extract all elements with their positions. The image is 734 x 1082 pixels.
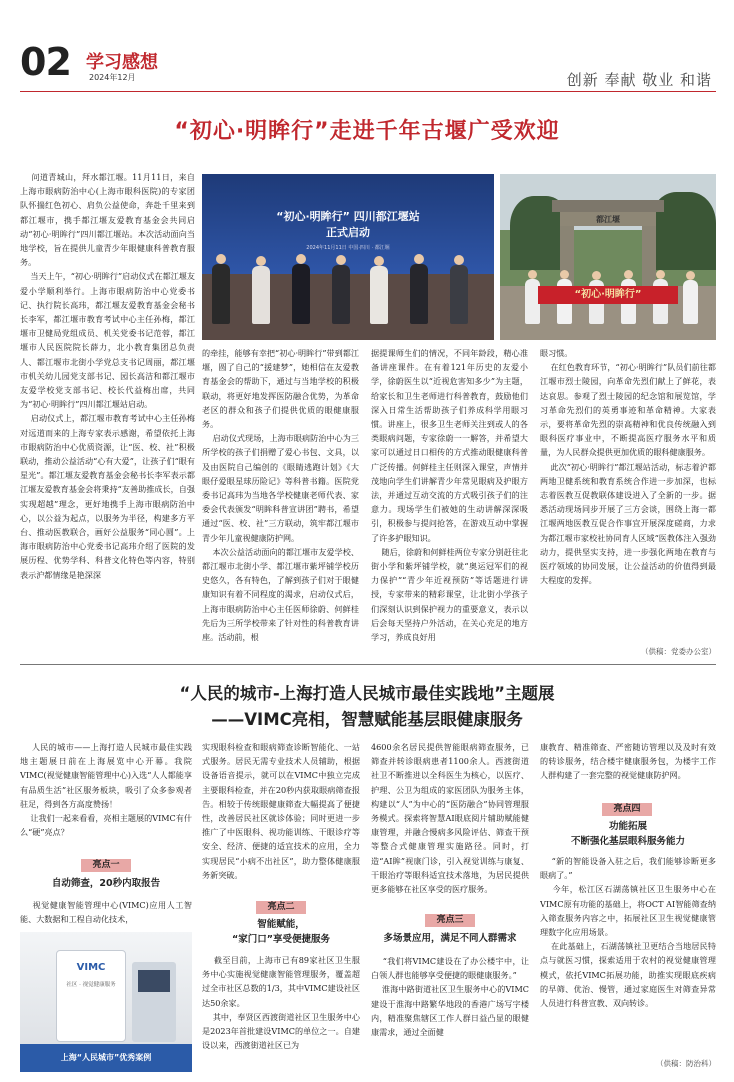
highlight-3-tag: 亮点三 (425, 914, 475, 927)
photo-banner: “初心·明眸行” (538, 286, 678, 304)
ceremony-photo (202, 174, 494, 340)
highlight-1-tag: 亮点一 (81, 859, 131, 872)
article1-column-2: 的牵挂，能够有幸把“初心·明眸行”带到都江堰，圆了自己的“援建梦”，她相信在友爱教育基金会的帮助下，通过与当地学校的积极联动，将更好地发挥医防融合优势，为革命老区的群众和孩子们提供优质的眼健康服务。 启动仪式现场，上海市眼病防治中心为三所学校的孩子们捐赠了爱心书包、文具，以及由医院自己编创的《眼睛逃跑计划》《大眼仔爱眼星球历险记》等科普书籍。医院党委书记高玮为当地各学校健康老师代表、家委会代表颁发“明眸科普宣讲团”聘书，希望通过“医、校、社”三方联动，筑牢都江堰市青少年儿童视健康防护网。 本次公益活动面向的都江堰市友爱学校、都江堰市北街小学、都江堰市紫坪铺学校历史悠久，各有特色，了解到孩子们对于眼健康知识有着不同程度的渴求，启动仪式后，上海市眼病防治中心主任医师徐蔚、何鲜桂先后为三所学校带来了针对性的科普教育讲座。活动前，根 (202, 348, 359, 643)
section-title: 学习感想 (86, 52, 158, 73)
highlight-4-title: 功能拓展 不断强化基层眼科服务能力 (570, 821, 685, 847)
header-rule (20, 91, 716, 92)
screen-title: “初心·明眸行” 四川都江堰站 (276, 210, 420, 223)
exhibit-strip: 上海“人民城市”优秀案例 (20, 1044, 192, 1072)
vimc-photo (20, 932, 192, 1072)
article2-title-line1: “人民的城市-上海打造人民城市最佳实践地”主题展 (179, 684, 555, 703)
article2-column-2-top: 实现眼科检查和眼病筛查诊断智能化、一站式服务。居民无需专业技术人员辅助，根据设备语音提示，就可以在VIMC中独立完成主要眼科检查，并在20秒内获取眼病筛查报告。相较于传统眼健康筛查大幅提高了便捷性，改善居民社区就诊体验；同时更进一步推广了中医眼科、视功能训练、干眼诊疗等安全、经济、便捷的适宜技术的应用，全力实现居民“小病不出社区”，助力整体健康服务新突破。 (202, 742, 360, 880)
page-number: 02 (20, 40, 71, 84)
article2-column-4-top: 康教育、精准筛查、严密随访管理以及及时有效的转诊服务，结合楼宇健康服务包，为楼宇工作人群构建了一套完整的视觉健康防护网。 (540, 742, 716, 781)
gate-plaque: 都江堰 (560, 212, 656, 226)
article1-credit: （供稿：党委办公室） (641, 647, 716, 656)
highlight-4-tag: 亮点四 (602, 803, 652, 816)
highlight-1-title: 自动筛查，20秒内取报告 (51, 878, 161, 889)
gate-photo (500, 174, 716, 340)
vimc-sign-text: VIMC (76, 962, 106, 973)
article1-column-1: 问道青城山，拜水都江堰。11月11日，来自上海市眼病防治中心(上海市眼科医院)的专家团队怀揣红色初心、肩负公益使命，奔赴千里来到都江堰市，携手都江堰友爱教育基金会共同启动“初心·明眸行”四川都江堰站。本次活动面向当地学校，旨在提供儿童青少年眼健康科普教育服务。 当天上午，“初心·明眸行”启动仪式在都江堰友爱小学顺利举行。上海市眼病防治中心党委书记、执行院长高玮，都江堰友爱教育基金会秘书长李军，都江堰市教育考试中心主任孙梅，都江堰市卫健局党组成员、机关党委书记范蓉，都江堰市人民医院院长薛力，北小教育集团总负责人、都江堰市北街小学党总支书记周丽，都江堰市机关幼儿园党支部书记、园长高洁和都江堰市友爱学校党支部书记、校长代益梅出席，共同为“初心·明眸行”四川都江堰站启动。 启动仪式上，都江堰市教育考试中心主任孙梅对远道而来的上海专家表示感谢，希望依托上海市眼病防治中心优质资源，让“医、校、社”积极联动，推动公益活动“心有大爱”，让孩子们“眼有星光”。都江堰友爱教育基金会秘书长李军表示都江堰友爱教育基金会将秉持“友善助推成长，自强实现超越”理念，更好地携手上海市眼病防治中心，以公益为起点，以服务为半径，构建多方平台、推动医教联合，画好公益服务“同心圆”。上海市眼病防治中心党委书记高玮介绍了医院的发展历程、优势学科、科普文化特色等内容，特别表示沪都情缘是艳深深 (20, 172, 195, 580)
highlight-3-title: 多场景应用，满足不同人群需求 (383, 933, 517, 944)
article-separator (20, 664, 716, 665)
highlight-2-title: 智能赋能， “家门口”享受便捷服务 (232, 919, 330, 945)
issue-date: 2024年12月 (89, 73, 136, 82)
highlight-4-text: “新的智能设备入驻之后，我们能够诊断更多眼病了。” 今年，松江区石湖荡镇社区卫生服务中心在VIMC原有功能的基础上，将OCT AI智能筛查纳入筛查服务内容之中，拓展社区卫生视觉健康管理数字化应用场景。 在此基础上，石湖荡镇社卫更结合当地居民特点与就医习惯，探索适用于农村的视觉健康管理模式，依托VIMC拓展功能，助推实现眼底疾病的早筛、优治、慢管，通过家庭医生对筛查异常人员进行科普宣教、双向转诊。 (540, 856, 716, 1009)
article2-column-3-top: 4600余名居民提供智能眼病筛查服务，已筛查并转诊眼病患者1100余人。西渡街道社卫不断推进以全科医生为核心，以医疗、护理、公卫为组成的家医团队为服务主体，构建以“人”为中心的“医防融合”协同管理服务模式。探索将智慧AI眼底阅片辅助赋能健康管理，并融合慢病多风险评估、筛查干预等整合式健康管理实施路径。同时，打造“AI眸”视康门诊，引入视觉训练与康复、干眼治疗等眼科适宜技术落地，为居民提供更多能够在社区享受的医疗服务。 (371, 742, 529, 895)
article2-credit: （供稿：防治科） (656, 1059, 716, 1068)
screen-subtitle: 正式启动 (326, 226, 370, 239)
vimc-sign-subtext: 社区 · 视觉健康服务 (66, 982, 116, 988)
screen-caption: 2024年11月11日 中国·四川 · 都江堰 (306, 245, 390, 251)
highlight-3-text: “我们将VIMC建设在了办公楼宇中，让白领人群也能够享受便捷的眼健康服务。” 淮海中路街道社区卫生服务中心的VIMC建设于淮海中路繁华地段的香港广场写字楼内，精准聚焦辖区工作人群日益凸显的眼健康需求，通过全面健 (371, 956, 529, 1038)
highlight-2-text: 截至目前，上海市已有89家社区卫生服务中心实施视觉健康智能管理服务，覆盖超过全市社区总数的1/3，其中VIMC建设社区达50余家。 其中，奉贤区西渡街道社区卫生服务中心是2023年首批建设VIMC的单位之一。自建设以来，西渡街道社区已为 (202, 955, 360, 1051)
article2-intro: 人民的城市——上海打造人民城市最佳实践地主题展日前在上海展览中心开幕。我院VIMC(视觉健康智能管理中心)入选“人人都能享有品质生活”社区服务板块，吸引了众多参观者驻足，得到各方高度赞扬！ 让我们一起来看看，亮相主题展的VIMC有什么“硬”亮点？ (20, 742, 192, 838)
highlight-2-tag: 亮点二 (256, 901, 306, 914)
article2-title-line2: ——VIMC亮相，智慧赋能基层眼健康服务 (211, 710, 523, 729)
highlight-1-text: 视觉健康智能管理中心(VIMC)应用人工智能、大数据和工程自动化技术， (20, 900, 192, 925)
article1-column-4: 眼习惯。 在红色教育环节，“初心·明眸行”队员们前往都江堰市烈士陵园，向革命先烈们献上了鲜花，表达哀思。参观了烈士陵园的纪念馆和展览馆，学习革命先烈们的英勇事迹和革命精神。大家表示，要将革命先烈的崇高精神和优良传统融入到眼科医疗事业中，不断提高医疗服务水平和质量，为人民群众提供更加优质的眼科健康服务。 此次“初心·明眸行”都江堰站活动，标志着沪都两地卫健系统和教育系统合作进一步加深，也标志着医教互促教联体建设进入了全新的一步。据悉活动现场同步开展了三方会谈，围绕上海一都江堰两地医教互促合作事宜开展深度磋商，力求为都江堰市家校社协同育人区域“医教体注入强劲动力，提供坚实支持，进一步强化两地在教育与医疗领域的协同发展，让公益活动的价值得到最大程度的发挥。 (540, 348, 716, 586)
article1-column-3: 据提课师生们的情况，不同年龄段，精心准备讲座课件。在有着121年历史的友爱小学，徐蔚医生以“近视危害知多少”为主题，给家长和卫生老师进行科普教育，鼓励他们深入日常生活帮助孩子们养成科学用眼习惯。讲座上，很多卫生老师关注到或人的各类眼病问题，专家徐蔚一一解答，并希望大家可以通过日口相传的方式推动眼健康科普广泛传播。何鲜桂主任则深入课堂，声情并茂地向学生们讲解青少年常见眼病及护眼方法，并通过互动交流的方式吸引孩子们的注意力。现场学生们被她的生动讲解深深吸引，积极参与提问抢答，在游戏互动中掌握了许多护眼知识。 随后，徐蔚和何鲜桂两位专家分别赶往北街小学和紫坪铺学校，就“奥运冠军们的视力保护”“青少年近视预防”等话题进行讲授，专家带来的精彩课堂，让北街小学孩子们深刻认识到保护视力的重要意义，表示以后会每天坚持户外活动，在关心充足的地方学习，养成良好用 (371, 348, 528, 643)
article1-title: “初心·明眸行”走进千年古堰广受欢迎 (174, 119, 560, 144)
slogan: 创新 奉献 敬业 和谐 (566, 71, 712, 89)
gate-roof (552, 200, 664, 212)
